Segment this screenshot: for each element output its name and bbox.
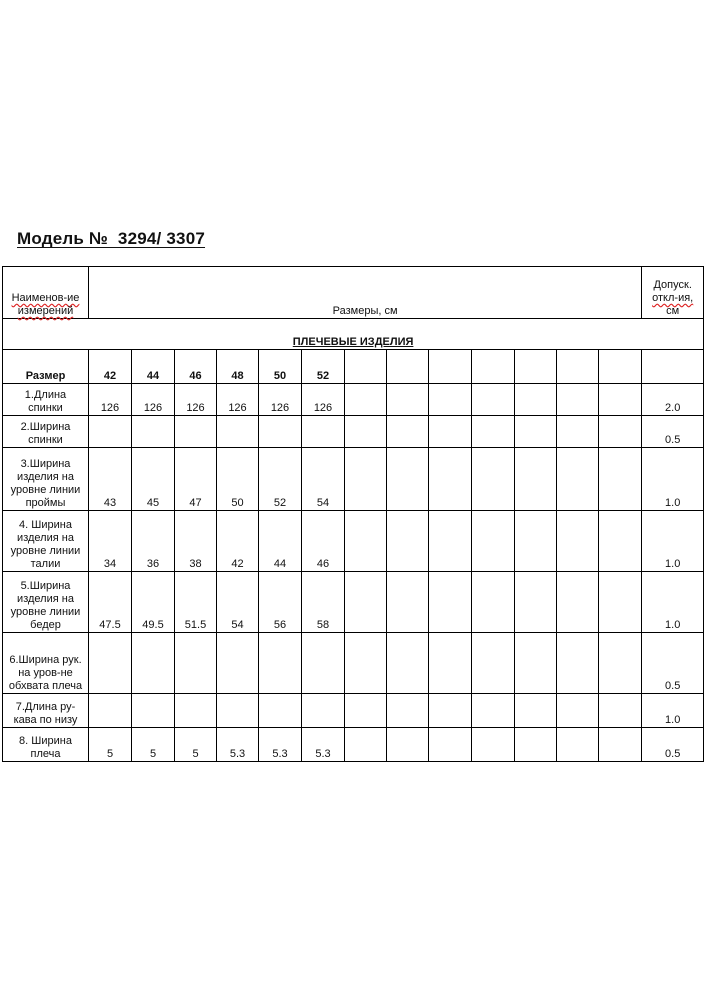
measurement-value xyxy=(599,416,642,448)
measurement-value: 54 xyxy=(217,572,259,633)
measurement-value: 54 xyxy=(302,448,345,511)
measurement-value xyxy=(557,384,599,416)
measurement-value: 43 xyxy=(89,448,132,511)
measurement-value xyxy=(345,572,387,633)
table-row xyxy=(3,511,704,572)
measurement-value xyxy=(429,384,472,416)
measurement-value xyxy=(515,511,557,572)
measurement-value xyxy=(345,511,387,572)
measurement-value xyxy=(599,572,642,633)
measurement-value xyxy=(515,448,557,511)
measurement-value: 36 xyxy=(132,511,175,572)
measurement-value: 45 xyxy=(132,448,175,511)
measurement-value xyxy=(515,694,557,728)
measurement-name: 2.Ширина спинки xyxy=(3,416,89,448)
measurement-value: 5.3 xyxy=(259,728,302,762)
measurement-name: 3.Ширина изделия на уровне линии проймы xyxy=(3,448,89,511)
measurement-value xyxy=(515,416,557,448)
size-cell: 44 xyxy=(132,350,175,384)
measurement-value: 5 xyxy=(175,728,217,762)
size-cell: 52 xyxy=(302,350,345,384)
measurement-value: 52 xyxy=(259,448,302,511)
size-cell: 42 xyxy=(89,350,132,384)
measurement-name: 6.Ширина рук. на уров-не обхвата плеча xyxy=(3,633,89,694)
measurement-value xyxy=(599,633,642,694)
size-cell: 46 xyxy=(175,350,217,384)
measurement-value xyxy=(387,694,429,728)
header-tolerance-cell xyxy=(642,267,704,319)
tolerance-value: 0.5 xyxy=(642,633,704,694)
measurement-value: 51.5 xyxy=(175,572,217,633)
measurement-value xyxy=(259,416,302,448)
measurement-value xyxy=(345,728,387,762)
measurement-value xyxy=(387,633,429,694)
measurement-value xyxy=(217,694,259,728)
measurement-value xyxy=(89,694,132,728)
measurement-value xyxy=(472,448,515,511)
size-cell xyxy=(429,350,472,384)
measurement-value: 126 xyxy=(89,384,132,416)
measurement-value: 44 xyxy=(259,511,302,572)
tolerance-value: 1.0 xyxy=(642,572,704,633)
size-tolerance-cell xyxy=(642,350,704,384)
measurement-value: 5 xyxy=(132,728,175,762)
measurement-value xyxy=(472,728,515,762)
measurement-value xyxy=(345,694,387,728)
measurement-value xyxy=(345,384,387,416)
measurement-value xyxy=(259,694,302,728)
measurement-value xyxy=(472,572,515,633)
size-cell xyxy=(557,350,599,384)
measurement-value xyxy=(557,511,599,572)
tolerance-value: 1.0 xyxy=(642,511,704,572)
tolerance-value: 0.5 xyxy=(642,416,704,448)
measurement-value xyxy=(302,416,345,448)
page-title: Модель № 3294/ 3307 xyxy=(17,229,206,248)
measurement-value xyxy=(557,572,599,633)
measurement-value xyxy=(557,728,599,762)
measurement-value xyxy=(175,416,217,448)
measurement-value: 46 xyxy=(302,511,345,572)
measurement-value xyxy=(89,633,132,694)
measurement-value: 56 xyxy=(259,572,302,633)
measurement-value xyxy=(515,384,557,416)
measurement-value xyxy=(345,416,387,448)
size-row xyxy=(3,350,704,384)
measurement-value: 126 xyxy=(175,384,217,416)
measurement-value xyxy=(259,633,302,694)
measurement-name: 5.Ширина изделия на уровне линии бедер xyxy=(3,572,89,633)
measurement-value xyxy=(345,448,387,511)
measurement-value xyxy=(515,572,557,633)
measurement-value xyxy=(217,416,259,448)
measurement-value: 126 xyxy=(302,384,345,416)
measurement-value xyxy=(302,633,345,694)
section-title: ПЛЕЧЕВЫЕ ИЗДЕЛИЯ xyxy=(3,319,704,350)
measurement-value xyxy=(132,633,175,694)
size-cell: 50 xyxy=(259,350,302,384)
measurement-value xyxy=(515,728,557,762)
header-tolerance-line2: откл-ия, xyxy=(652,292,694,304)
measurement-value xyxy=(472,511,515,572)
table-row xyxy=(3,633,704,694)
measurement-value xyxy=(132,416,175,448)
size-cell xyxy=(472,350,515,384)
tolerance-value: 2.0 xyxy=(642,384,704,416)
measurement-value xyxy=(599,694,642,728)
measurement-value xyxy=(132,694,175,728)
measurement-value xyxy=(599,511,642,572)
measurement-value xyxy=(387,511,429,572)
measurement-value xyxy=(429,448,472,511)
measurement-value: 47.5 xyxy=(89,572,132,633)
measurement-value xyxy=(429,694,472,728)
header-row xyxy=(3,267,704,319)
measurements-table xyxy=(2,266,704,762)
table-row xyxy=(3,416,704,448)
measurement-value xyxy=(472,633,515,694)
header-sizes-cell: Размеры, см xyxy=(89,267,642,319)
measurement-value: 126 xyxy=(132,384,175,416)
measurement-name: 1.Длина спинки xyxy=(3,384,89,416)
size-cell xyxy=(515,350,557,384)
measurement-value: 5.3 xyxy=(302,728,345,762)
header-tolerance-line3: см xyxy=(666,305,680,317)
measurement-value xyxy=(387,728,429,762)
size-label: Размер xyxy=(3,350,89,384)
measurement-value xyxy=(472,694,515,728)
measurement-value: 126 xyxy=(259,384,302,416)
measurement-value xyxy=(429,572,472,633)
measurement-value: 5.3 xyxy=(217,728,259,762)
measurement-value: 47 xyxy=(175,448,217,511)
table-row xyxy=(3,728,704,762)
size-cell: 48 xyxy=(217,350,259,384)
measurement-name: 7.Длина ру-кава по низу xyxy=(3,694,89,728)
measurement-value xyxy=(472,416,515,448)
measurement-value xyxy=(345,633,387,694)
tolerance-value: 0.5 xyxy=(642,728,704,762)
measurement-value xyxy=(175,633,217,694)
measurement-value xyxy=(599,728,642,762)
measurement-value xyxy=(302,694,345,728)
measurement-value: 34 xyxy=(89,511,132,572)
measurement-value xyxy=(557,694,599,728)
header-tolerance-line1: Допуск. xyxy=(653,279,692,291)
measurement-value xyxy=(429,511,472,572)
measurement-value: 49.5 xyxy=(132,572,175,633)
measurement-value xyxy=(429,416,472,448)
measurement-name: 8. Ширина плеча xyxy=(3,728,89,762)
measurement-value xyxy=(387,384,429,416)
section-row xyxy=(3,319,704,350)
measurement-name: 4. Ширина изделия на уровне линии талии xyxy=(3,511,89,572)
measurement-value xyxy=(429,728,472,762)
tolerance-value: 1.0 xyxy=(642,694,704,728)
measurement-value: 126 xyxy=(217,384,259,416)
table-row xyxy=(3,448,704,511)
measurement-value xyxy=(429,633,472,694)
size-cell xyxy=(599,350,642,384)
measurement-value: 50 xyxy=(217,448,259,511)
measurement-value: 58 xyxy=(302,572,345,633)
measurement-value xyxy=(515,633,557,694)
size-cell xyxy=(345,350,387,384)
measurement-value xyxy=(599,384,642,416)
measurement-value: 38 xyxy=(175,511,217,572)
measurement-value xyxy=(557,448,599,511)
table-row xyxy=(3,572,704,633)
measurement-value xyxy=(599,448,642,511)
measurement-value xyxy=(387,416,429,448)
size-cell xyxy=(387,350,429,384)
table-row xyxy=(3,384,704,416)
measurement-value xyxy=(89,416,132,448)
measurement-value xyxy=(387,448,429,511)
measurement-value xyxy=(472,384,515,416)
measurement-value xyxy=(557,416,599,448)
header-name-text: Наименов-ие измерений xyxy=(11,292,80,317)
measurement-value: 42 xyxy=(217,511,259,572)
measurement-value xyxy=(557,633,599,694)
table-row xyxy=(3,694,704,728)
measurement-value: 5 xyxy=(89,728,132,762)
tolerance-value: 1.0 xyxy=(642,448,704,511)
measurement-value xyxy=(175,694,217,728)
measurement-value xyxy=(217,633,259,694)
header-name-cell xyxy=(3,267,89,319)
measurement-value xyxy=(387,572,429,633)
